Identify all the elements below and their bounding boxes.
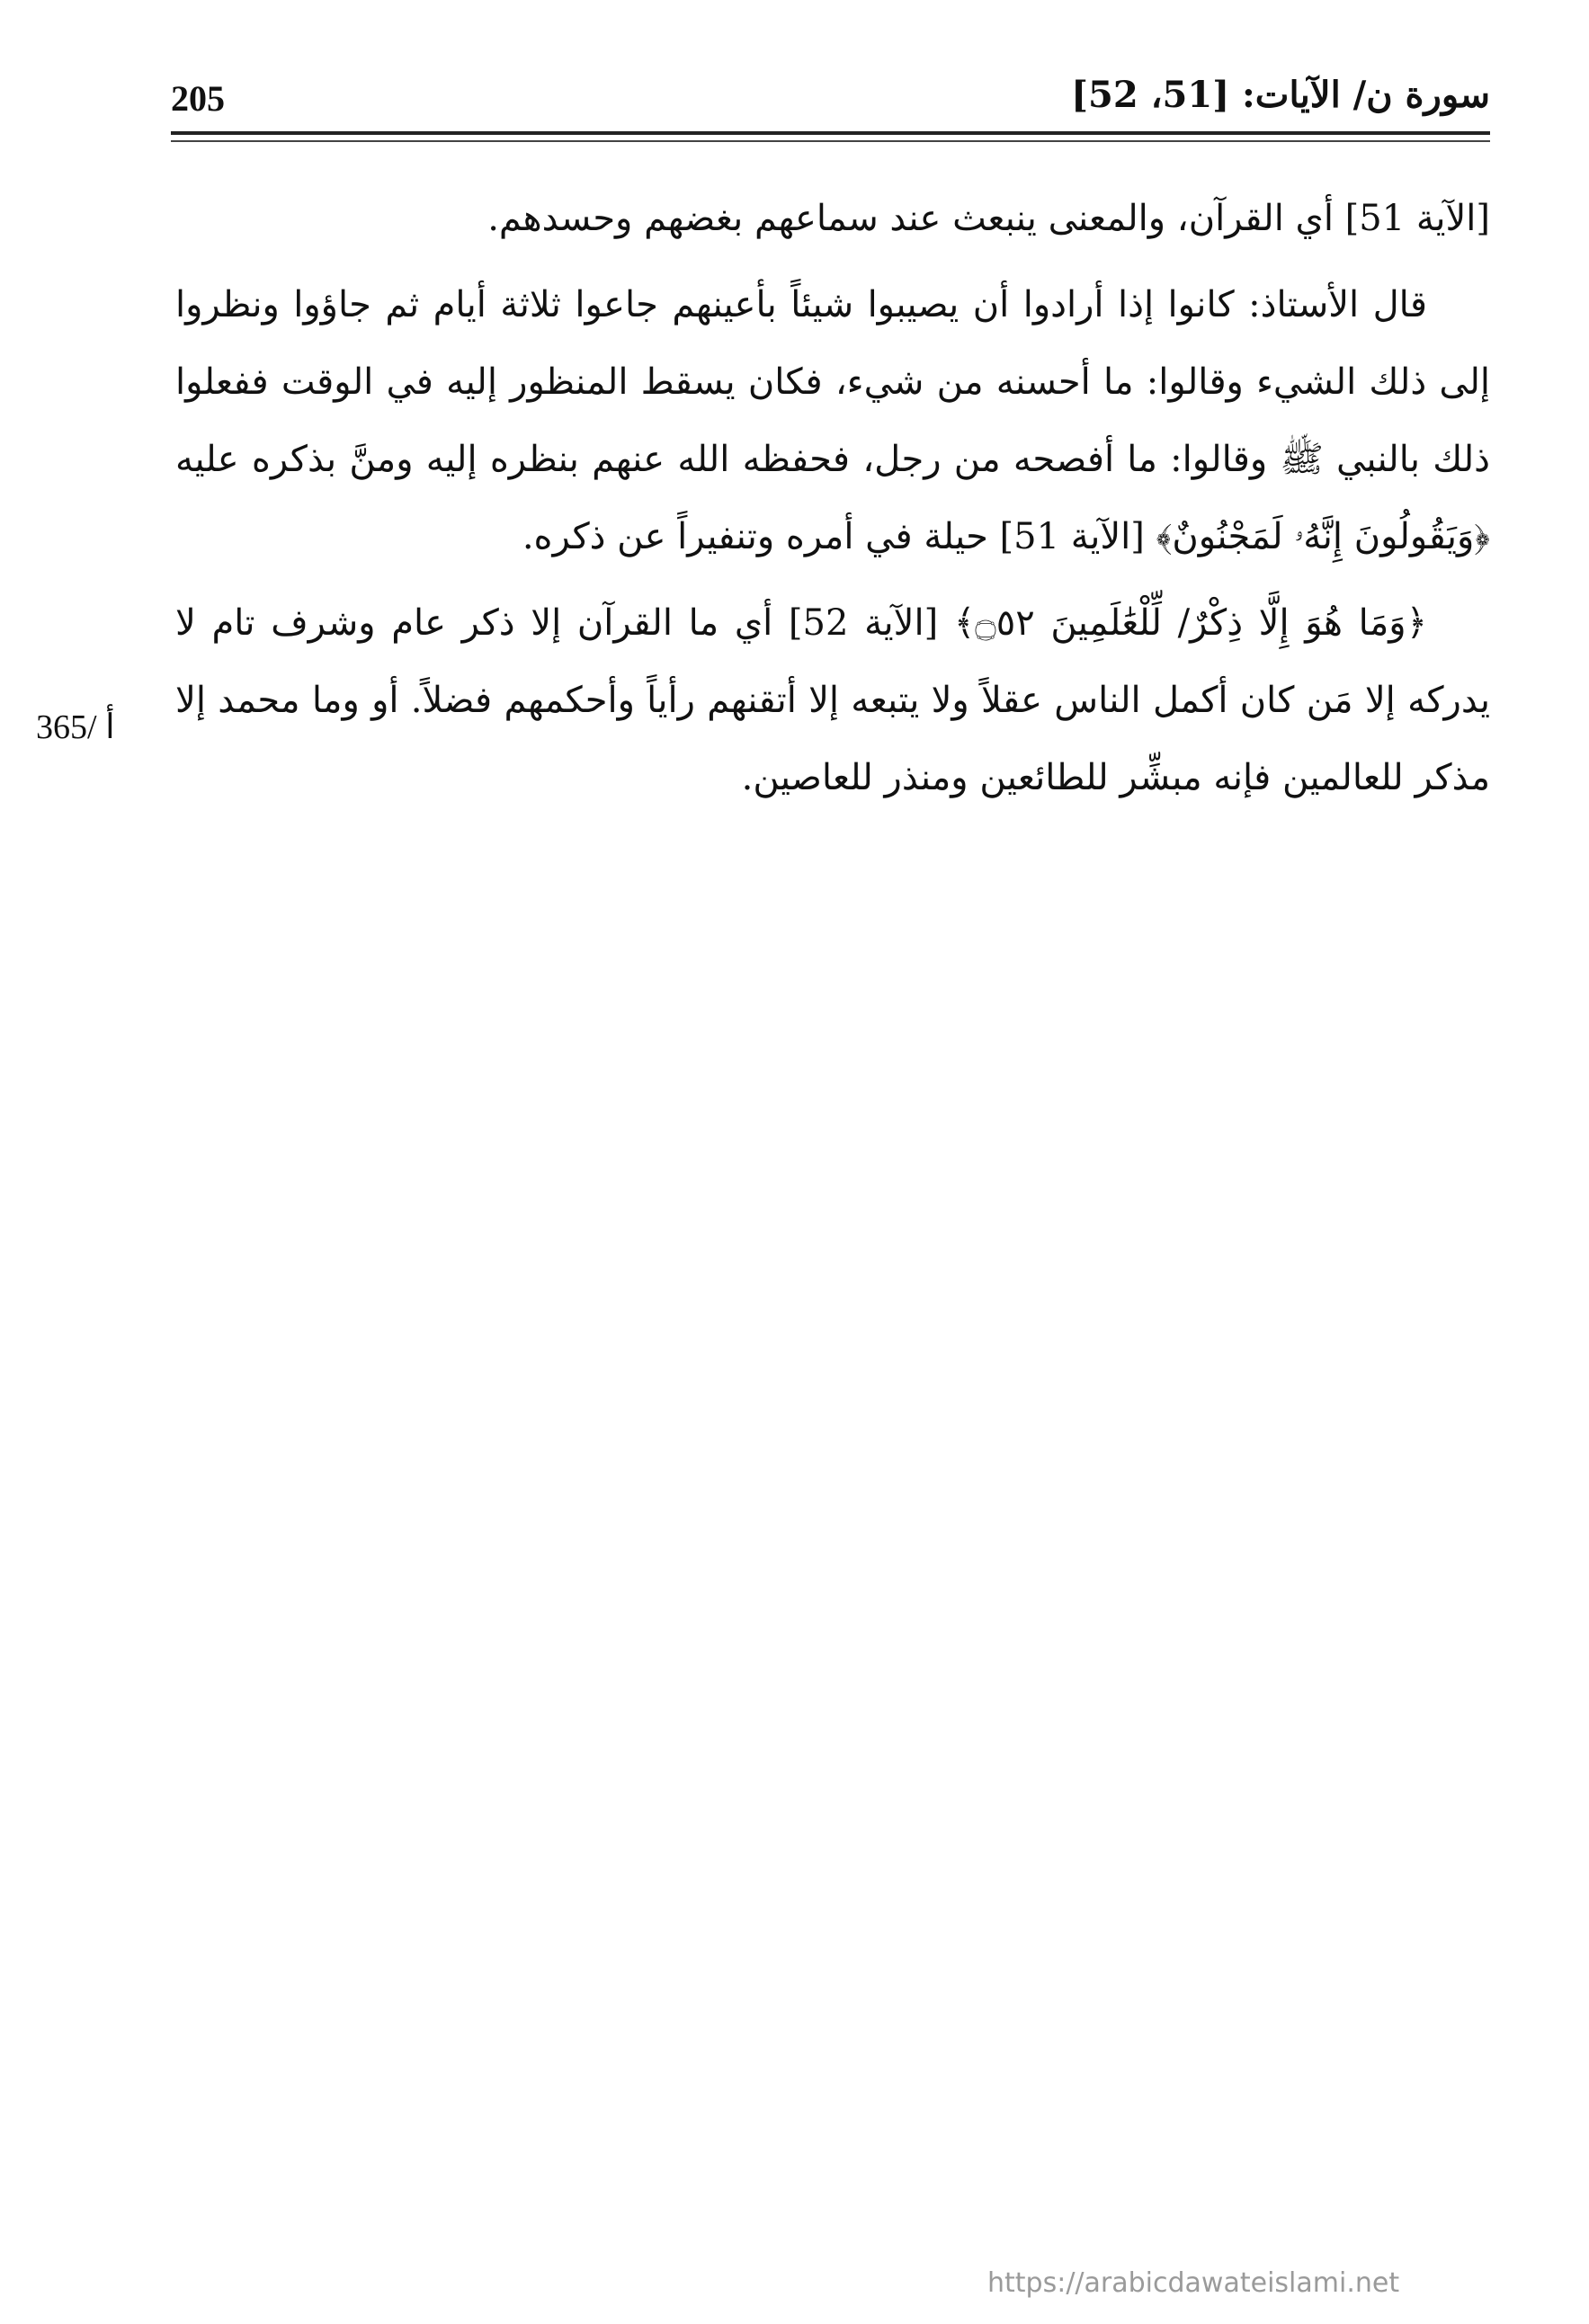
paragraph-verse-52 — [175, 584, 1490, 816]
header-rule-thick — [171, 131, 1490, 135]
page-header — [171, 72, 1490, 126]
page-body — [175, 180, 1490, 825]
paragraph-text: [الآية 52] أي ما القرآن إلا ذكر عام وشرف تام لا يدركه إلا مَن كان أكمل الناس عقلاً ولا يتبعه إلا أتقنهم رأياً وأحكمهم فضلاً. أو وما محمد إلا مذكر للعالمين فإنه مبشِّر للطائعين ومنذر للعاصين. — [175, 602, 1490, 798]
paragraph-text: [الآية 51] حيلة في أمره وتنفيراً عن ذكره. — [522, 516, 1145, 557]
margin-manuscript-ref: 365/ أ — [36, 708, 115, 746]
running-title: سورة ن/ الآيات: [51، 52] — [1071, 74, 1490, 116]
paragraph-text: [الآية 51] أي القرآن، والمعنى ينبعث عند سماعهم بغضهم وحسدهم. — [487, 198, 1490, 239]
header-rule-thin — [171, 140, 1490, 142]
quran-quote: ﴿وَيَقُولُونَ إِنَّهُۥ لَمَجْنُونٌ﴾ — [1156, 516, 1490, 557]
paragraph-verse-51-gloss — [175, 180, 1490, 257]
page-number: 205 — [171, 78, 225, 119]
paragraph-ustadh-commentary — [175, 266, 1490, 575]
quran-quote: ﴿وَمَا هُوَ إِلَّا ذِكْرٌ/ لِّلْعَٰلَمِينَ ۝٥٢﴾ — [953, 602, 1428, 644]
source-url: https://arabicdawateislami.net — [987, 2267, 1400, 2299]
paragraph-text: قال الأستاذ: كانوا إذا أرادوا أن يصيبوا شيئاً بأعينهم جاعوا ثلاثة أيام ثم جاؤوا ونظروا إلى ذلك الشيء وقالوا: ما أحسنه من شيء، فكان يسقط المنظور إليه في الوقت ففعلوا ذلك بالنبي ﷺ وقالوا: ما أفصحه من رجل، فحفظه الله عنهم بنظره إليه ومنَّ بذكره عليه — [175, 284, 1490, 480]
